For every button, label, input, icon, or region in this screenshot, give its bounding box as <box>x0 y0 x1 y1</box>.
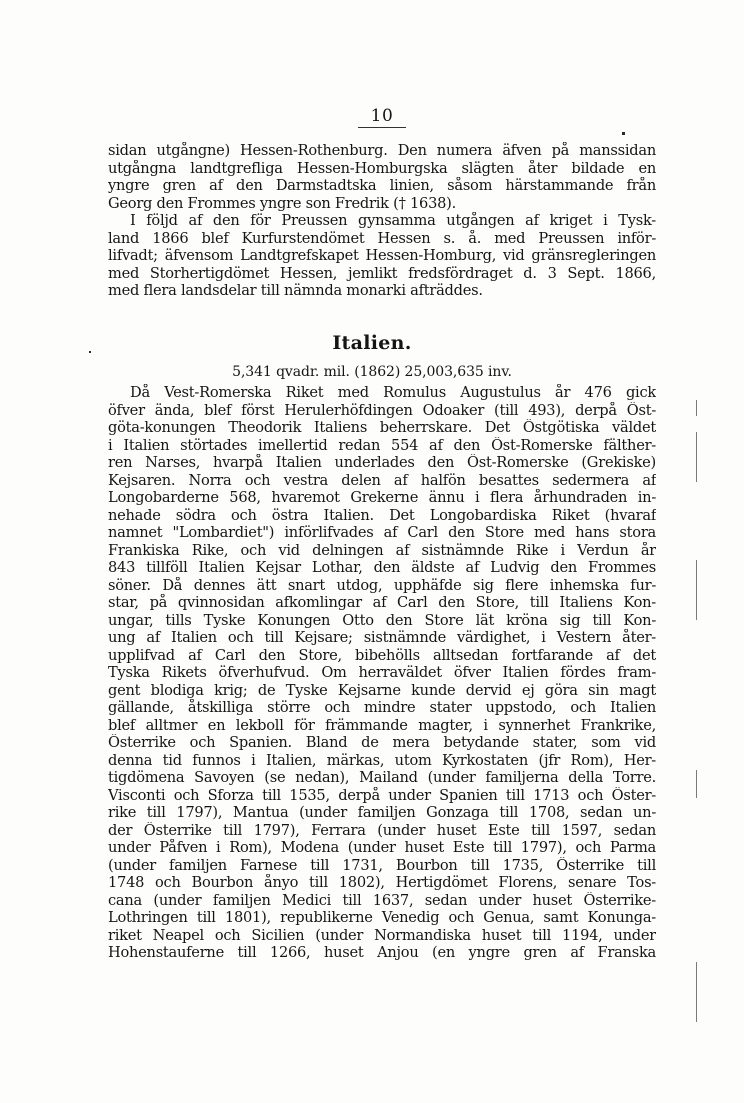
page-number-rule <box>358 127 406 128</box>
text-line: ren Narses, hvarpå Italien underlades den Öst-Romerske (Grekiske) <box>108 454 656 471</box>
text-line: I följd af den för Preussen gynsamma utgången af kriget i Tysk- <box>130 212 656 229</box>
text-line: blef alltmer en lekboll för främmande magter, i synnerhet Frankrike, <box>108 716 656 734</box>
text-line: land 1866 blef Kurfurstendömet Hessen s. å. med Preussen inför- <box>108 229 656 247</box>
text-line: ungar, tills Tyske Konungen Otto den Store lät kröna sig till Kon- <box>108 611 656 629</box>
text-line: i Italien störtades imellertid redan 554 af den Öst-Romerske fälther- <box>108 436 656 454</box>
text-line: med flera landsdelar till nämnda monarki afträddes. <box>108 282 483 299</box>
margin-mark <box>696 770 697 798</box>
text-line: yngre gren af den Darmstadtska linien, såsom härstammande från <box>108 177 656 194</box>
text-line: riket Neapel och Sicilien (under Normandiska huset till 1194, under <box>108 926 656 944</box>
text-line: namnet "Lombardiet") införlifvades af Carl den Store med hans stora <box>108 524 656 541</box>
text-line: der Österrike till 1797), Ferrara (under huset Este till 1597, sedan <box>108 821 656 839</box>
text-line: Longobarderne 568, hvaremot Grekerne ännu i flera århundraden in- <box>108 489 656 506</box>
text-line: söner. Då dennes ätt snart utdog, upphäfde sig flere inhemska fur- <box>108 576 656 594</box>
text-line: Kejsaren. Norra och vestra delen af halfön besattes sedermera af <box>108 471 656 489</box>
text-line: 1748 och Bourbon ånyo till 1802), Hertigdömet Florens, senare Tos- <box>108 874 656 891</box>
text-line: Tyska Rikets öfverhufvud. Om herraväldet öfver Italien fördes fram- <box>108 664 656 681</box>
margin-mark <box>696 432 697 482</box>
main-text-block <box>108 384 656 962</box>
text-line: Visconti och Sforza till 1535, derpå under Spanien till 1713 och Öster- <box>108 786 656 804</box>
scan-speck <box>89 351 91 353</box>
text-line: gällande, åtskilliga större och mindre stater uppstodo, och Italien <box>108 699 656 716</box>
text-line: upplifvad af Carl den Store, bibehölls alltsedan fortfarande af det <box>108 646 656 664</box>
text-line: Österrike och Spanien. Bland de mera betydande stater, som vid <box>108 734 656 751</box>
text-line: med Storhertigdömet Hessen, jemlikt fredsfördraget d. 3 Sept. 1866, <box>108 264 656 282</box>
scan-speck <box>622 132 625 135</box>
text-line: lifvadt; äfvensom Landtgrefskapet Hessen-Homburg, vid gränsregleringen <box>108 247 656 264</box>
text-line: Georg den Frommes yngre son Fredrik († 1638). <box>108 194 456 212</box>
text-line: Hohenstauferne till 1266, huset Anjou (en yngre gren af Franska <box>108 944 656 961</box>
population-stats: 5,341 qvadr. mil. (1862) 25,003,635 inv. <box>232 364 512 380</box>
text-line: rike till 1797), Mantua (under familjen Gonzaga till 1708, sedan un- <box>108 804 656 821</box>
text-line: 843 tillföll Italien Kejsar Lothar, den äldste af Ludvig den Frommes <box>108 559 656 576</box>
text-line: göta-konungen Theodorik Italiens beherrskare. Det Östgötiska väldet <box>108 419 656 436</box>
text-line: denna tid funnos i Italien, märkas, utom Kyrkostaten (jfr Rom), Her- <box>108 751 656 769</box>
text-line: ung af Italien och till Kejsare; sistnämnde värdighet, i Vestern åter- <box>108 629 656 646</box>
margin-mark <box>696 560 697 620</box>
text-line: gent blodiga krig; de Tyske Kejsarne kunde dervid ej göra sin magt <box>108 681 656 699</box>
text-line: tigdömena Savoyen (se nedan), Mailand (under familjerna della Torre. <box>108 769 656 786</box>
text-line: cana (under familjen Medici till 1637, sedan under huset Österrike- <box>108 891 656 909</box>
text-line: under Påfven i Rom), Modena (under huset Este till 1797), och Parma <box>108 839 656 856</box>
text-line: (under familjen Farnese till 1731, Bourbon till 1735, Österrike till <box>108 856 656 874</box>
text-line: öfver ända, blef först Herulerhöfdingen Odoaker (till 493), derpå Öst- <box>108 401 656 419</box>
page-number: 10 <box>370 106 394 126</box>
text-line: nehade södra och östra Italien. Det Longobardiska Riket (hvaraf <box>108 506 656 524</box>
text-line: Lothringen till 1801), republikerne Venedig och Genua, samt Konunga- <box>108 909 656 926</box>
top-text-block <box>108 142 656 300</box>
text-line: Frankiska Rike, och vid delningen af sistnämnde Rike i Verdun år <box>108 541 656 559</box>
section-title: Italien. <box>332 332 412 354</box>
margin-mark <box>696 962 697 1022</box>
text-line: star, på qvinnosidan afkomlingar af Carl den Store, till Italiens Kon- <box>108 594 656 611</box>
text-line: Då Vest-Romerska Riket med Romulus Augustulus år 476 gick <box>130 384 656 401</box>
text-line: utgångna landtgrefliga Hessen-Homburgska slägten åter bildade en <box>108 159 656 177</box>
margin-mark <box>696 400 697 416</box>
text-line: sidan utgångne) Hessen-Rothenburg. Den numera äfven på manssidan <box>108 142 656 159</box>
